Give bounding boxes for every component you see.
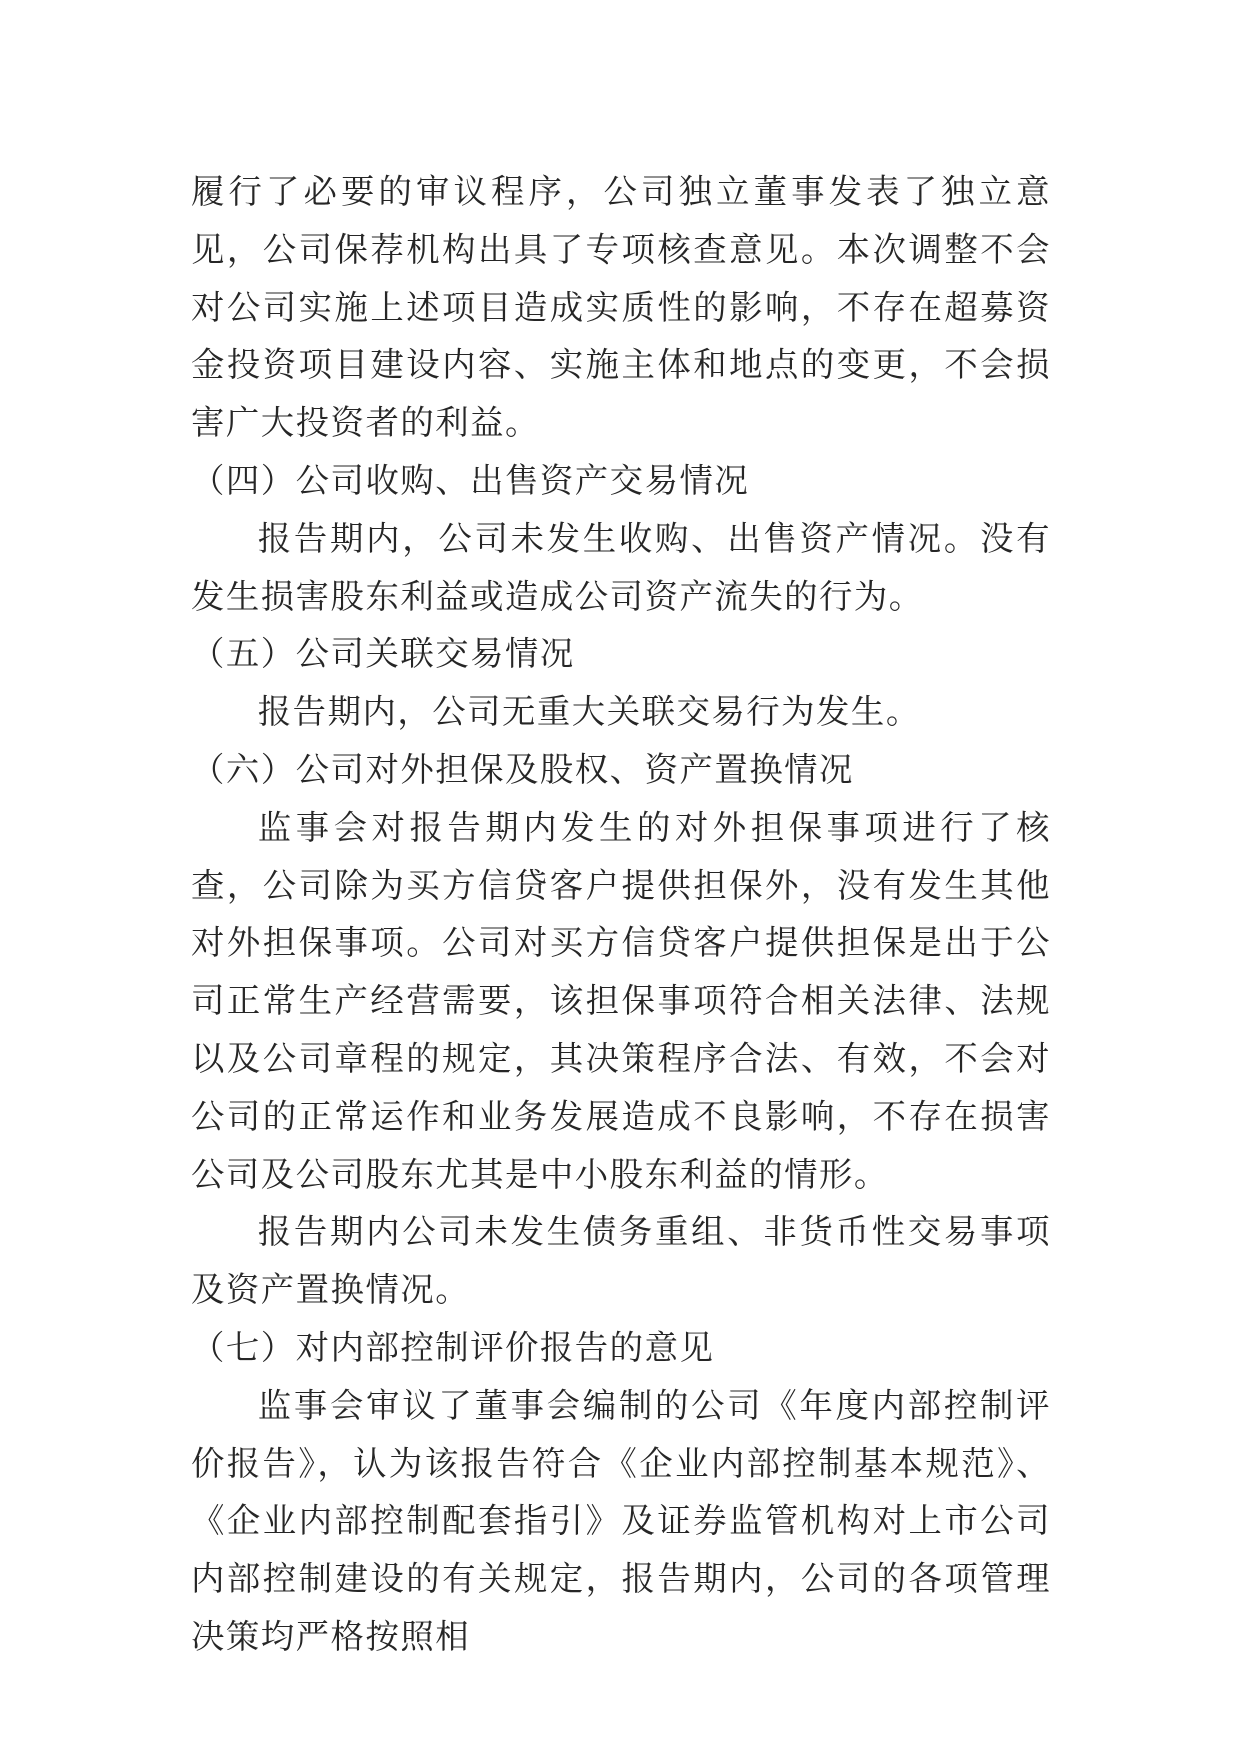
paragraph-related-transactions: 报告期内，公司无重大关联交易行为发生。 [257, 692, 921, 732]
heading-asset-transactions: （四）公司收购、出售资产交易情况 [191, 460, 750, 500]
paragraph-guarantees: 监事会对报告期内发生的对外担保事项进行了核查，公司除为买方信贷客户提供担保外，没有发生其他对外担保事项。公司对买方信贷客户提供担保是出于公司正常生产经营需要，该担保事项符合相关法律、法规以及公司章程的规定，其决策程序合法、有效，不会对公司的正常运作和业务发展造成不良影响，不存在损害公司及公司股东尤其是中小股东利益的情形。 [191, 807, 1051, 1194]
heading-internal-control: （七）对内部控制评价报告的意见 [191, 1327, 715, 1367]
heading-related-transactions: （五）公司关联交易情况 [191, 634, 575, 674]
heading-guarantees: （六）公司对外担保及股权、资产置换情况 [191, 749, 854, 789]
paragraph-review-procedure: 履行了必要的审议程序，公司独立董事发表了独立意见，公司保荐机构出具了专项核查意见。本次调整不会对公司实施上述项目造成实质性的影响，不存在超募资金投资项目建设内容、实施主体和地点的变更，不会损害广大投资者的利益。 [191, 172, 1051, 443]
paragraph-internal-control: 监事会审议了董事会编制的公司《年度内部控制评价报告》，认为该报告符合《企业内部控制基本规范》、《企业内部控制配套指引》及证券监管机构对上市公司内部控制建设的有关规定，报告期内，公司的各项管理决策均严格按照相 [191, 1385, 1051, 1656]
document-body [191, 163, 1051, 1666]
paragraph-debt-restructuring: 报告期内公司未发生债务重组、非货币性交易事项及资产置换情况。 [191, 1212, 1051, 1310]
paragraph-asset-transactions: 报告期内，公司未发生收购、出售资产情况。没有发生损害股东利益或造成公司资产流失的行为。 [191, 518, 1051, 616]
